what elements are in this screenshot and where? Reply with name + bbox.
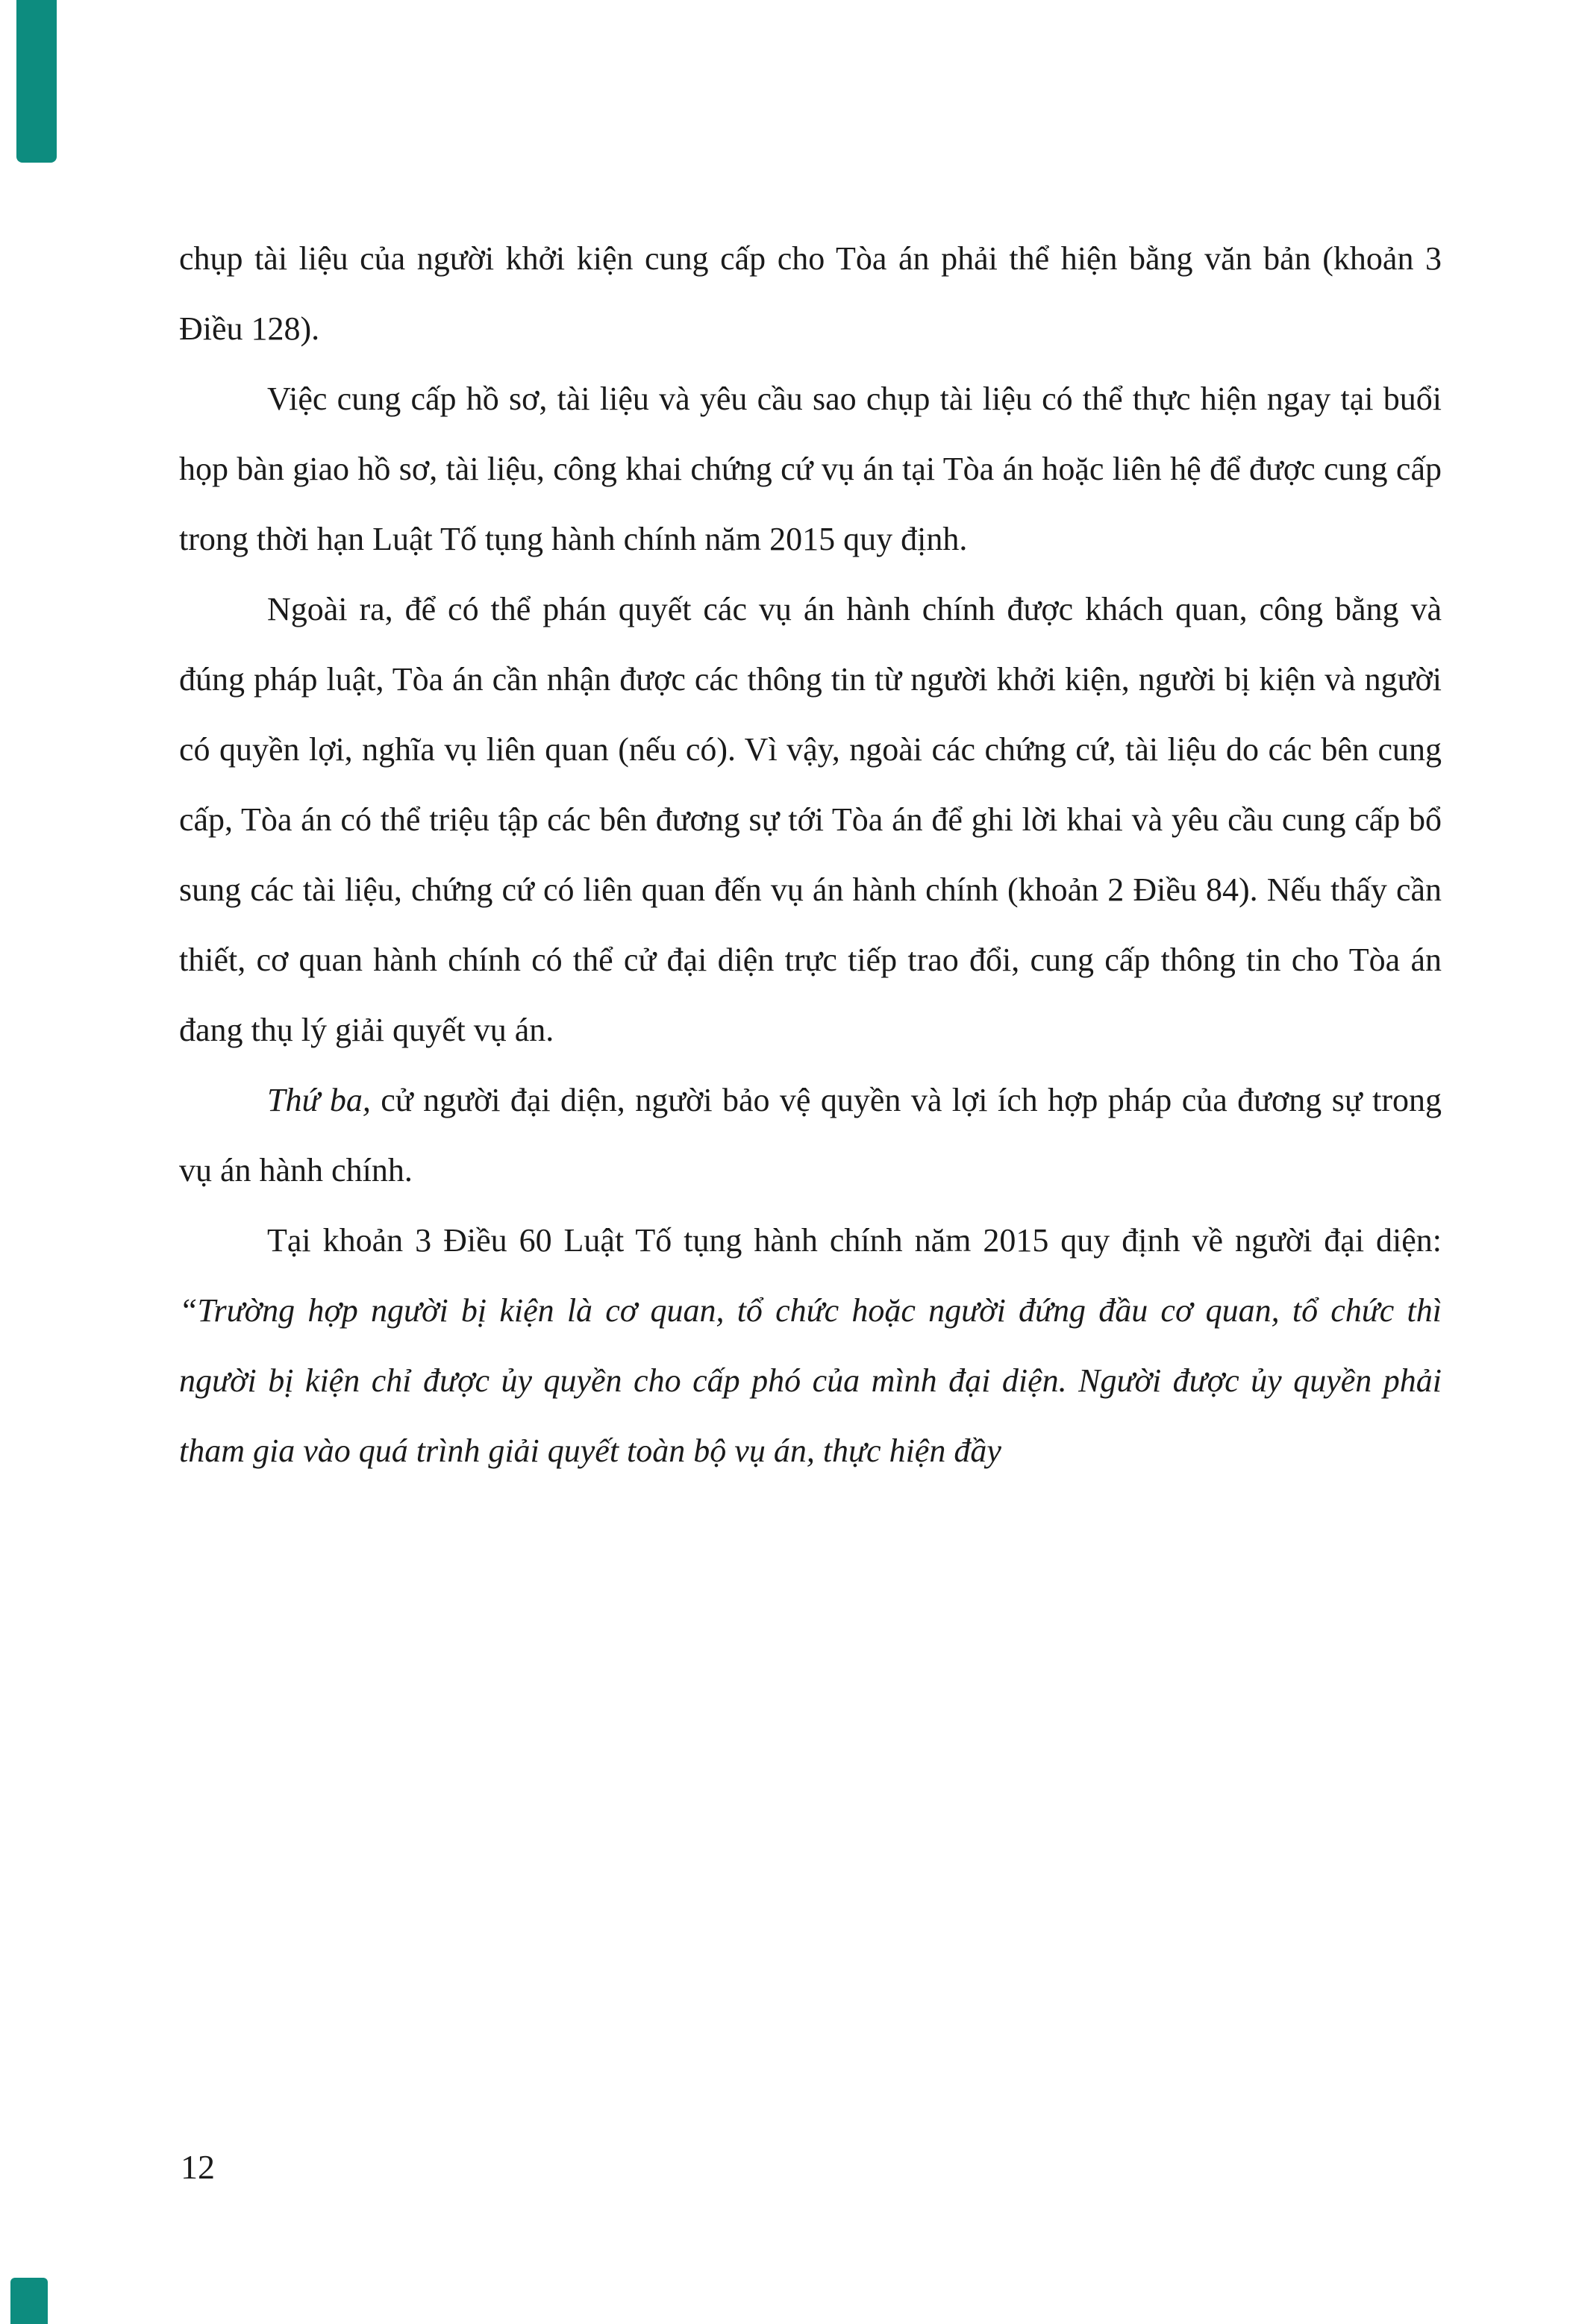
paragraph <box>179 1206 1442 1486</box>
text-run: Thứ ba, <box>267 1082 371 1118</box>
cover-edge-top-mark <box>16 0 57 163</box>
paragraph <box>179 224 1442 364</box>
text-run: chụp tài liệu của người khởi kiện cung cấp cho Tòa án phải thể hiện bằng văn bản (khoản 3 Điều 128). <box>179 240 1442 347</box>
text-run: Tại khoản 3 Điều 60 Luật Tố tụng hành chính năm 2015 quy định về người đại diện: <box>267 1222 1442 1259</box>
paragraph <box>179 574 1442 1065</box>
paragraph <box>179 364 1442 574</box>
text-run: Ngoài ra, để có thể phán quyết các vụ án hành chính được khách quan, công bằng và đúng pháp luật, Tòa án cần nhận được các thông tin từ người khởi kiện, người bị kiện và người có quyền lợi, nghĩa vụ liên quan (nếu có). Vì vậy, ngoài các chứng cứ, tài liệu do các bên cung cấp, Tòa án có thể triệu tập các bên đương sự tới Tòa án để ghi lời khai và yêu cầu cung cấp bổ sung các tài liệu, chứng cứ có liên quan đến vụ án hành chính (khoản 2 Điều 84). Nếu thấy cần thiết, cơ quan hành chính có thể cử đại diện trực tiếp trao đổi, cung cấp thông tin cho Tòa án đang thụ lý giải quyết vụ án. <box>179 591 1442 1048</box>
text-run: cử người đại diện, người bảo vệ quyền và lợi ích hợp pháp của đương sự trong vụ án hành chính. <box>179 1082 1442 1188</box>
text-run: “Trường hợp người bị kiện là cơ quan, tổ chức hoặc người đứng đầu cơ quan, tổ chức thì người bị kiện chỉ được ủy quyền cho cấp phó của mình đại diện. Người được ủy quyền phải tham gia vào quá trình giải quyết toàn bộ vụ án, thực hiện đầy <box>179 1292 1442 1469</box>
text-run: Việc cung cấp hồ sơ, tài liệu và yêu cầu sao chụp tài liệu có thể thực hiện ngay tại buổi họp bàn giao hồ sơ, tài liệu, công khai chứng cứ vụ án tại Tòa án hoặc liên hệ để được cung cấp trong thời hạn Luật Tố tụng hành chính năm 2015 quy định. <box>179 380 1442 557</box>
page-number: 12 <box>181 2148 215 2186</box>
page-text <box>179 224 1442 1486</box>
paragraph <box>179 1065 1442 1206</box>
cover-edge-bottom-mark <box>10 2278 48 2324</box>
